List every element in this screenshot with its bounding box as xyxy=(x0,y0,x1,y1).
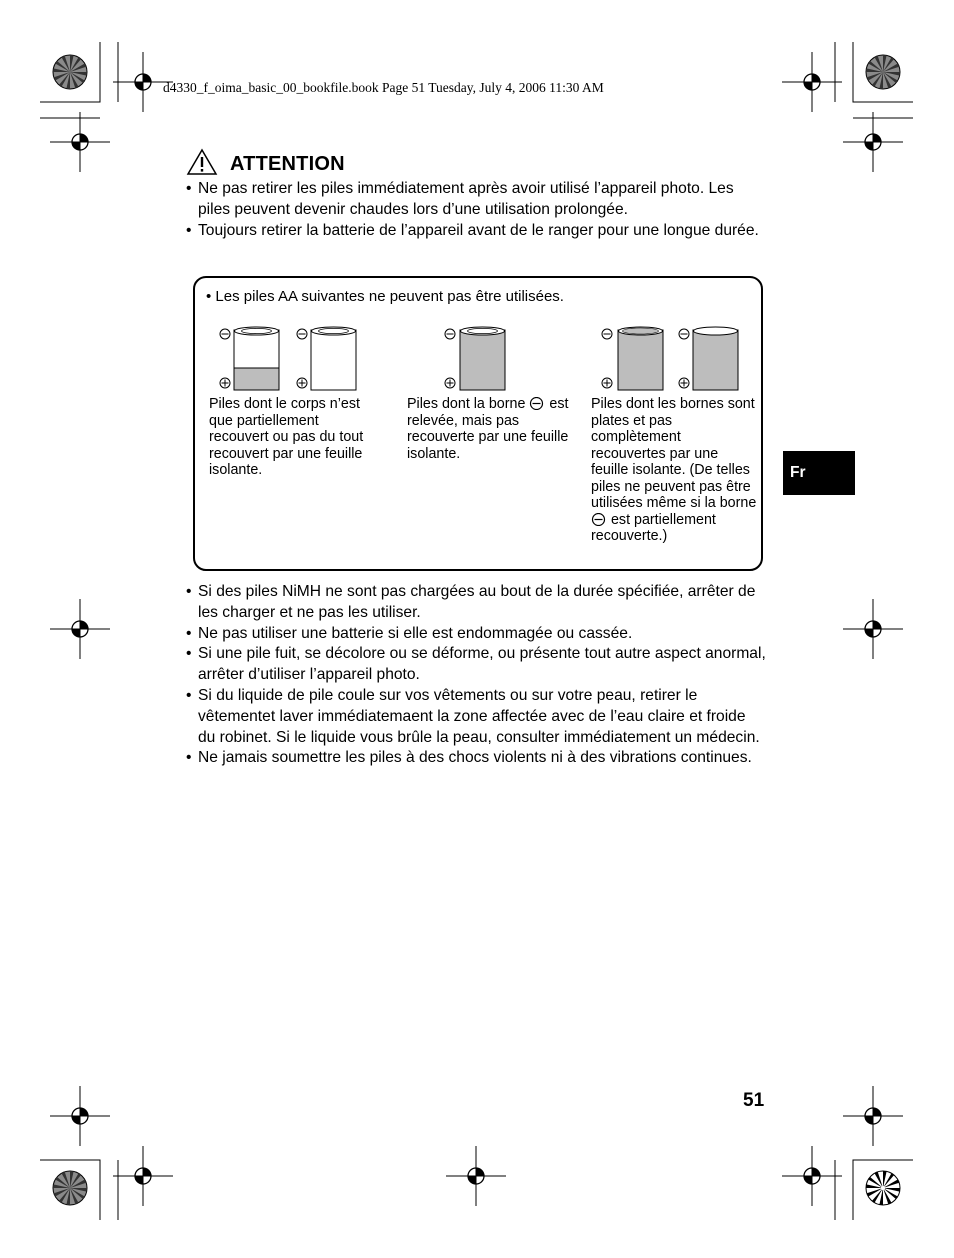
attention-list-top xyxy=(186,179,766,241)
registration-mark-icon xyxy=(50,112,110,172)
registration-mark-icon xyxy=(843,599,903,659)
list-item: • Ne jamais soumettre les piles à des chocs violents ni à des vibrations continues. xyxy=(186,748,766,769)
battery-partially-covered xyxy=(234,327,279,390)
plus-terminal-icon xyxy=(679,378,689,388)
caption-text: Piles dont les bornes sont plates et pas complètement recouvertes par une feuille isolante. (De telles piles ne peuvent pas être utilisées même si la borne xyxy=(591,396,757,511)
color-target-icon xyxy=(866,55,900,89)
registration-mark-icon xyxy=(843,1086,903,1146)
registration-mark-icon xyxy=(782,1146,842,1206)
battery-uncovered xyxy=(311,327,356,390)
color-target-icon xyxy=(53,1171,87,1205)
attention-heading xyxy=(186,148,345,181)
caption-partially-covered: Piles dont le corps n’est que partiellement recouvert ou pas du tout recouvert par une feuille isolante. xyxy=(209,396,364,478)
list-item: • Si des piles NiMH ne sont pas chargées au bout de la durée spécifiée, arrêter de les charger et ne pas les utiliser. xyxy=(186,582,766,624)
attention-list-bottom xyxy=(186,582,766,769)
registration-mark-icon xyxy=(50,1086,110,1146)
battery-illustrations xyxy=(210,320,770,395)
box-intro: • Les piles AA suivantes ne peuvent pas être utilisées. xyxy=(206,288,564,305)
minus-terminal-icon xyxy=(602,329,612,339)
color-target-icon xyxy=(866,1171,900,1205)
box-intro-text: Les piles AA suivantes ne peuvent pas être utilisées. xyxy=(215,288,564,305)
attention-title: ATTENTION xyxy=(230,153,345,175)
minus-terminal-icon xyxy=(297,329,307,339)
registration-mark-icon xyxy=(843,112,903,172)
minus-terminal-icon xyxy=(529,397,545,410)
caption-text: Piles dont la borne xyxy=(407,396,530,412)
caption-raised-terminal xyxy=(407,396,572,462)
battery-flat-terminal-b xyxy=(693,327,738,390)
language-tab: Fr xyxy=(783,451,855,495)
minus-terminal-icon xyxy=(220,329,230,339)
minus-terminal-icon xyxy=(445,329,455,339)
registration-mark-icon xyxy=(446,1146,506,1206)
list-item: • Toujours retirer la batterie de l’appareil avant de le ranger pour une longue durée. xyxy=(186,221,766,242)
caption-flat-terminal xyxy=(591,396,757,545)
minus-terminal-icon xyxy=(591,513,607,526)
warning-triangle-icon xyxy=(186,148,218,176)
list-item: • Ne pas utiliser une batterie si elle est endommagée ou cassée. xyxy=(186,624,766,645)
page-number: 51 xyxy=(743,1090,765,1111)
minus-terminal-icon xyxy=(679,329,689,339)
battery-raised-terminal xyxy=(460,327,505,390)
plus-terminal-icon xyxy=(445,378,455,388)
caption-text: est partiellement recouverte.) xyxy=(591,511,716,544)
registration-mark-icon xyxy=(50,599,110,659)
registration-mark-icon xyxy=(113,1146,173,1206)
battery-flat-terminal-a xyxy=(618,327,663,390)
plus-terminal-icon xyxy=(297,378,307,388)
color-target-icon xyxy=(53,55,87,89)
list-item: • Si du liquide de pile coule sur vos vêtements ou sur votre peau, retirer le vêtementet laver immédiatemaent la zone affectée avec de l’eau claire et froide du robinet. Si le liquide vous brûle la peau, consulter immédiatement un médecin. xyxy=(186,686,766,748)
list-item: • Si une pile fuit, se décolore ou se déforme, ou présente tout autre aspect anormal, arrêter d’utiliser l’appareil photo. xyxy=(186,644,766,686)
plus-terminal-icon xyxy=(602,378,612,388)
plus-terminal-icon xyxy=(220,378,230,388)
file-header: d4330_f_oima_basic_00_bookfile.book Page 51 Tuesday, July 4, 2006 11:30 AM xyxy=(163,80,604,95)
registration-mark-icon xyxy=(782,52,842,112)
caption-text: est relevée, mais pas recouverte par une feuille isolante. xyxy=(407,396,569,462)
list-item: • Ne pas retirer les piles immédiatement après avoir utilisé l’appareil photo. Les piles peuvent devenir chaudes lors d’une utilisation prolongée. xyxy=(186,179,766,221)
